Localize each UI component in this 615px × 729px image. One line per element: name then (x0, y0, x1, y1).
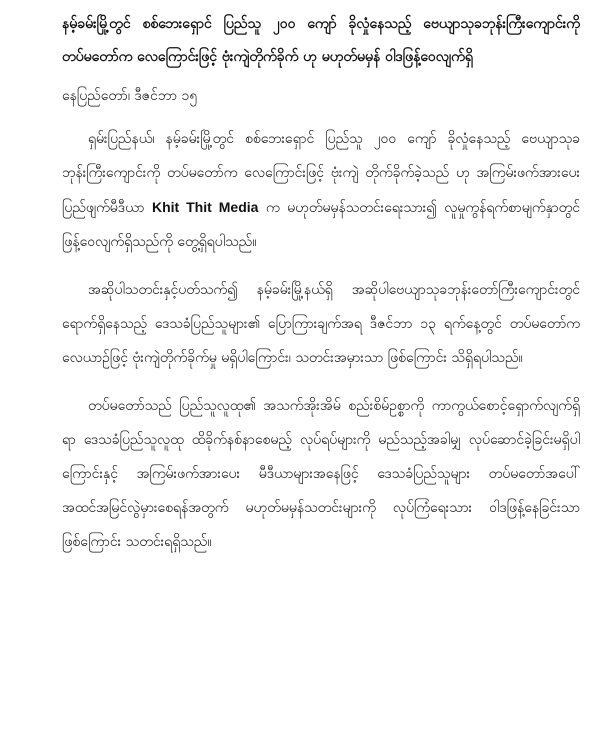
article-paragraph-3: တပ်မတော်သည် ပြည်သူလူထု၏ အသက်အိုးအိမ် စည်းစိမ်ဥစ္စာကို ကာကွယ်စောင့်ရှောက်လျက်ရှိရာ ဒေသခံပြည်သူလူထု ထိခိုက်နစ်နာစေမည့် လုပ်ရပ်များကို မည်သည့်အခါမျှ လုပ်ဆောင်ခဲ့ခြင်းမရှိပါကြောင်းနှင့် အကြမ်းဖက်အားပေး မီဒီယာများအနေဖြင့် ဒေသခံပြည်သူများ တပ်မတော်အပေါ် အထင်အမြင်လွဲမှားစေရန်အတွက် မဟုတ်မမှန်သတင်းများကို လုပ်ကြံရေးသား ဝါဒဖြန့်နေခြင်းသာဖြစ်ကြောင်း သတင်းရရှိသည်။ (62, 398, 580, 550)
article-paragraph-2: အဆိုပါသတင်းနှင့်ပတ်သက်၍ နမ့်ခမ်းမြို့နယ်ရှိ အဆိုပါဗေယျာသုခဘုန်းတော်ကြီးကျောင်းတွင် ရောက်ရှိနေသည့် ဒေသခံပြည်သူများ၏ ပြောကြားချက်အရ ဒီဇင်ဘာ ၁၃ ရက်နေ့တွင် တပ်မတော်က လေယာဉ်ဖြင့် ဗုံးကျဲတိုက်ခိုက်မှု မရှိပါကြောင်း၊ သတင်းအမှားသာ ဖြစ်ကြောင်း သိရှိရပါသည်။ (62, 282, 580, 366)
article-headline: နမ့်ခမ်းမြို့တွင် စစ်ဘေးရှောင် ပြည်သူ ၂၀၀ ကျော် ခိုလှုံနေသည့် ဗေယျာသုခဘုန်းကြီးကျောင်းကို တပ်မတော်က လေကြောင်းဖြင့် ဗုံးကျဲတိုက်ခိုက် ဟု မဟုတ်မမှန် ဝါဒဖြန့်ဝေလျက်ရှိ (62, 16, 580, 65)
media-brand-name: Khit Thit Media (151, 199, 259, 215)
article-paragraph-1 (62, 122, 580, 259)
paragraph-1-text-after: က မဟုတ်မမှန်သတင်းရေးသား၍ လူမှုကွန်ရက်စာမျက်နှာတွင် ဖြန့်ဝေလျက်ရှိသည်ကို တွေ့ရှိရပါသည်။ (62, 200, 580, 250)
paragraph-1-text-before: ရှမ်းပြည်နယ်၊ နမ့်ခမ်းမြို့တွင် စစ်ဘေးရှောင် ပြည်သူ ၂၀၀ ကျော် ခိုလှုံနေသည့် ဗေယျာသုခဘုန်းကြီးကျောင်းကို တပ်မတော်က လေကြောင်းဖြင့် ဗုံးကျဲ တိုက်ခိုက်ခဲ့သည် ဟု အကြမ်းဖက်အားပေး ပြည်ဖျက်မီဒီယာ (62, 131, 580, 216)
article (62, 8, 580, 573)
article-dateline: နေပြည်တော်၊ ဒီဇင်ဘာ ၁၅ (62, 88, 198, 104)
